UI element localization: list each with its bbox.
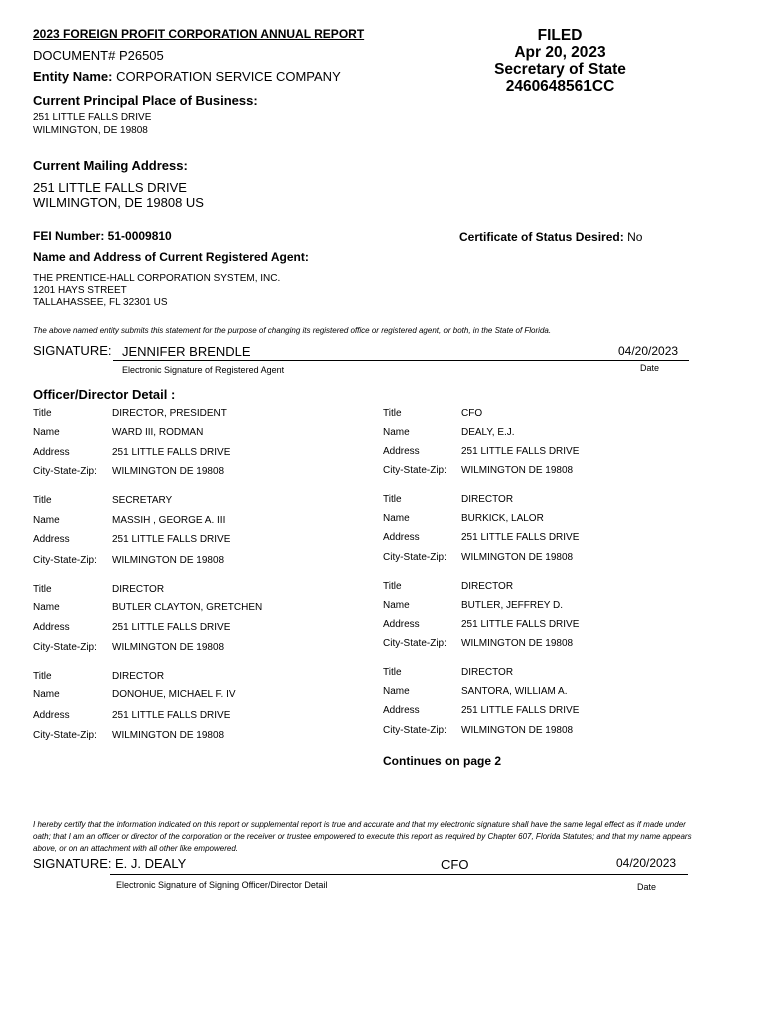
officer-csz-label: City-State-Zip:	[33, 466, 97, 477]
agent-statement: The above named entity submits this statement for the purpose of changing its registered office or registered agent, or both, in the State of Florida.	[33, 326, 552, 335]
certificate-value: No	[627, 230, 643, 244]
officer-address: 251 LITTLE FALLS DRIVE	[112, 447, 231, 458]
officer-title: DIRECTOR, PRESIDENT	[112, 408, 227, 419]
officer-name-label: Name	[383, 427, 410, 438]
officer-csz: WILMINGTON DE 19808	[461, 465, 574, 476]
officer-csz: WILMINGTON DE 19808	[461, 552, 574, 563]
continues-note: Continues on page 2	[383, 754, 502, 768]
officer-name-label: Name	[33, 515, 60, 526]
officer-title: DIRECTOR	[112, 671, 165, 682]
officer-title: DIRECTOR	[461, 581, 514, 592]
document-number: DOCUMENT# P26505	[33, 48, 164, 63]
officer-address: 251 LITTLE FALLS DRIVE	[461, 619, 580, 630]
officer-title-label: Title	[33, 495, 52, 506]
officer-date-caption: Date	[637, 882, 657, 892]
officer-csz-label: City-State-Zip:	[383, 465, 447, 476]
principal-address-line1: 251 LITTLE FALLS DRIVE	[33, 112, 152, 123]
officer-title-label: Title	[383, 494, 402, 505]
agent-line1: THE PRENTICE-HALL CORPORATION SYSTEM, INC.	[33, 273, 281, 284]
certification-statement: I hereby certify that the information indicated on this report or supplemental report is true and accurate and that my electronic signature shall have the same legal effect as if made under oath; that I am an officer or director of the corporation or the receiver or trustee empowered to execute this report as required by Chapter 607, Florida Statutes; and that my name appears above, or on an attachment with all other like empowered.	[33, 820, 692, 853]
officer-address: 251 LITTLE FALLS DRIVE	[461, 705, 580, 716]
officer-csz: WILMINGTON DE 19808	[461, 725, 574, 736]
officer-csz-label: City-State-Zip:	[383, 552, 447, 563]
officer-name-label: Name	[383, 600, 410, 611]
filed-number: 2460648561CC	[505, 78, 615, 95]
officer-title: DIRECTOR	[461, 667, 514, 678]
officer-name: BURKICK, LALOR	[461, 513, 544, 524]
filed-authority: Secretary of State	[494, 61, 626, 78]
officer-title: DIRECTOR	[112, 584, 165, 595]
officer-name: BUTLER CLAYTON, GRETCHEN	[112, 602, 263, 613]
officer-signature-caption: Electronic Signature of Signing Officer/Director Detail	[116, 880, 328, 890]
agent-signature-caption: Electronic Signature of Registered Agent	[122, 365, 285, 375]
agent-signature-line	[113, 360, 689, 361]
officer-name-label: Name	[33, 602, 60, 613]
officer-name: SANTORA, WILLIAM A.	[461, 686, 568, 697]
officer-address-label: Address	[383, 532, 420, 543]
officer-name: WARD III, RODMAN	[112, 427, 204, 438]
officer-address-label: Address	[33, 622, 70, 633]
officer-title-label: Title	[383, 581, 402, 592]
officer-address: 251 LITTLE FALLS DRIVE	[461, 532, 580, 543]
officer-csz: WILMINGTON DE 19808	[112, 466, 225, 477]
officer-signature-title: CFO	[441, 857, 469, 872]
officer-name-label: Name	[33, 689, 60, 700]
officer-address: 251 LITTLE FALLS DRIVE	[112, 710, 231, 721]
officer-name: BUTLER, JEFFREY D.	[461, 600, 564, 611]
officer-title-label: Title	[33, 408, 52, 419]
filed-stamp	[450, 27, 670, 95]
officer-title-label: Title	[383, 667, 402, 678]
officer-address-label: Address	[33, 534, 70, 545]
officer-title-label: Title	[33, 671, 52, 682]
officer-address-label: Address	[383, 705, 420, 716]
officer-address-label: Address	[33, 710, 70, 721]
officer-title: DIRECTOR	[461, 494, 514, 505]
officer-csz: WILMINGTON DE 19808	[461, 638, 574, 649]
officer-name: MASSIH , GEORGE A. III	[112, 515, 226, 526]
certificate-label: Certificate of Status Desired:	[459, 230, 624, 244]
agent-signature-date: 04/20/2023	[618, 344, 679, 358]
agent-line2: 1201 HAYS STREET	[33, 285, 127, 296]
agent-signature-name: JENNIFER BRENDLE	[122, 344, 251, 359]
officer-name-label: Name	[383, 513, 410, 524]
report-title: 2023 FOREIGN PROFIT CORPORATION ANNUAL REPORT	[33, 27, 365, 41]
filed-status: FILED	[537, 27, 583, 44]
officer-csz-label: City-State-Zip:	[33, 555, 97, 566]
officer-name: DEALY, E.J.	[461, 427, 515, 438]
officer-signature-label: SIGNATURE:	[33, 856, 112, 871]
officer-csz-label: City-State-Zip:	[383, 638, 447, 649]
entity-name-value: CORPORATION SERVICE COMPANY	[116, 69, 341, 84]
officer-name-label: Name	[33, 427, 60, 438]
officer-address-label: Address	[383, 619, 420, 630]
mailing-line1: 251 LITTLE FALLS DRIVE	[33, 180, 187, 195]
officer-address: 251 LITTLE FALLS DRIVE	[112, 534, 231, 545]
officer-signature-line	[110, 874, 688, 875]
registered-agent-label: Name and Address of Current Registered Agent:	[33, 250, 309, 264]
entity-name-label: Entity Name:	[33, 69, 113, 84]
officer-title: CFO	[461, 408, 483, 419]
officer-name: DONOHUE, MICHAEL F. IV	[112, 689, 236, 700]
agent-date-caption: Date	[640, 363, 660, 373]
officer-address: 251 LITTLE FALLS DRIVE	[112, 622, 231, 633]
officer-address: 251 LITTLE FALLS DRIVE	[461, 446, 580, 457]
certificate-status	[459, 230, 642, 244]
agent-line3: TALLAHASSEE, FL 32301 US	[33, 297, 168, 308]
entity-name	[33, 69, 341, 84]
officer-signature-name: E. J. DEALY	[115, 856, 187, 871]
officer-signature-date: 04/20/2023	[616, 856, 677, 870]
principal-address-line2: WILMINGTON, DE 19808	[33, 125, 148, 136]
officer-csz-label: City-State-Zip:	[33, 730, 97, 741]
officer-csz-label: City-State-Zip:	[33, 642, 97, 653]
officer-address-label: Address	[383, 446, 420, 457]
mailing-label: Current Mailing Address:	[33, 158, 188, 173]
officer-csz-label: City-State-Zip:	[383, 725, 447, 736]
principal-place-label: Current Principal Place of Business:	[33, 93, 258, 108]
officer-detail-heading: Officer/Director Detail :	[33, 387, 176, 402]
agent-signature-label: SIGNATURE:	[33, 343, 112, 358]
officer-csz: WILMINGTON DE 19808	[112, 642, 225, 653]
mailing-line2: WILMINGTON, DE 19808 US	[33, 195, 204, 210]
fei-number: FEI Number: 51-0009810	[33, 229, 172, 243]
officer-title-label: Title	[383, 408, 402, 419]
officer-title: SECRETARY	[112, 495, 173, 506]
officer-address-label: Address	[33, 447, 70, 458]
officer-title-label: Title	[33, 584, 52, 595]
officer-csz: WILMINGTON DE 19808	[112, 730, 225, 741]
officer-name-label: Name	[383, 686, 410, 697]
officer-csz: WILMINGTON DE 19808	[112, 555, 225, 566]
filed-date: Apr 20, 2023	[514, 44, 606, 61]
